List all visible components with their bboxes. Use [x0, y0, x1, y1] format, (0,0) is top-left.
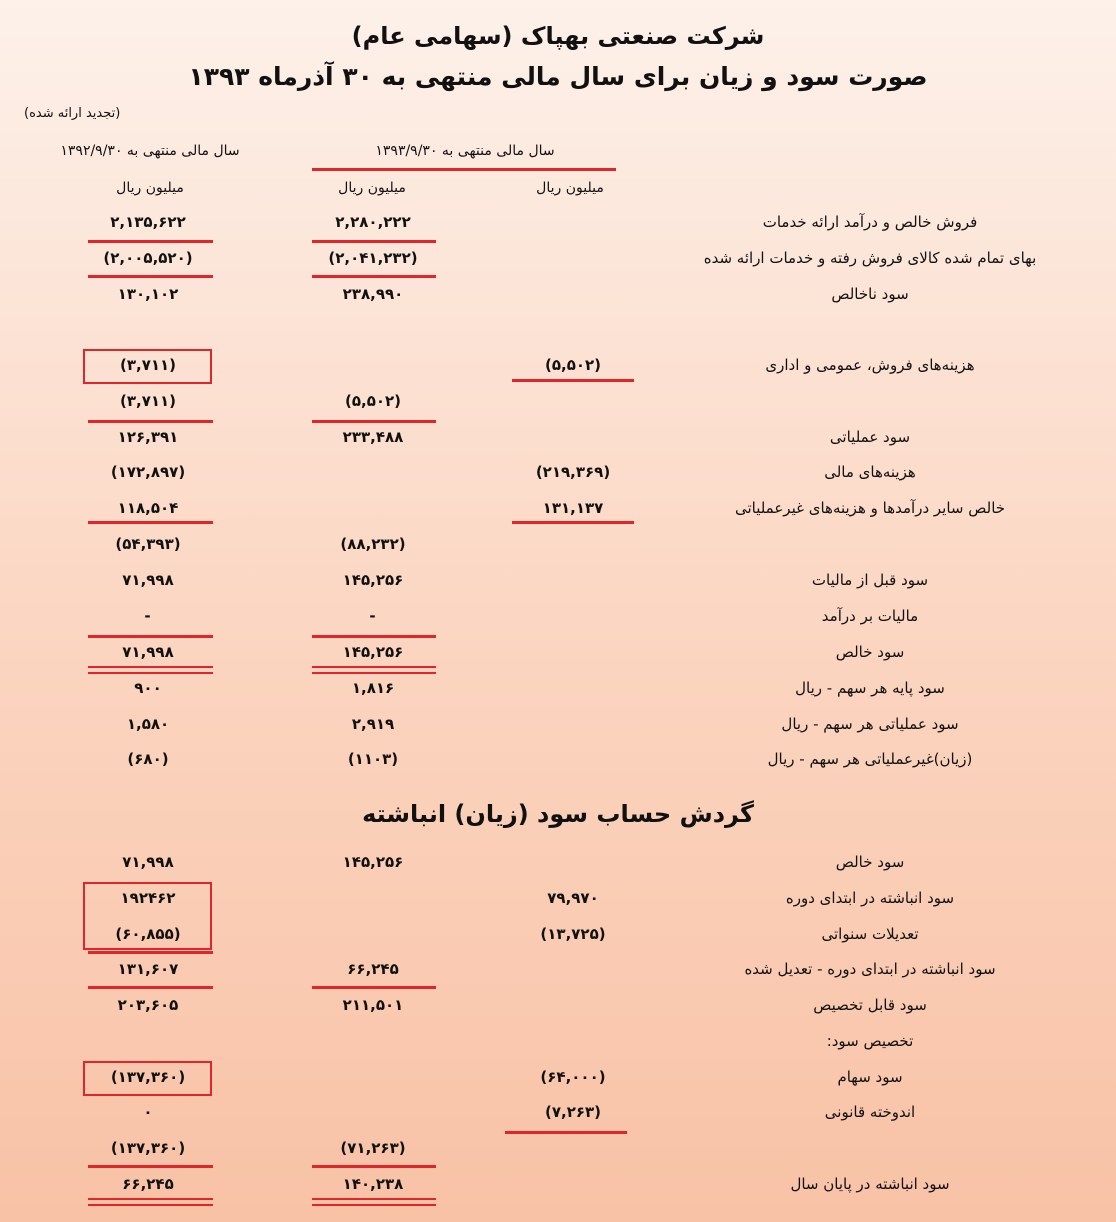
underline-rule [88, 986, 213, 989]
income-previous-value: ۱۱۸,۵۰۴ [117, 499, 179, 517]
highlight-box [83, 882, 212, 950]
retained-row-label: سود سهام [837, 1068, 903, 1086]
income-row-label: سود ناخالص [831, 285, 909, 303]
retained-row-label: اندوخته قانونی [824, 1103, 916, 1121]
underline-rule [88, 951, 213, 954]
income-row-label: سود عملیاتی [829, 428, 911, 446]
underline-rule [312, 240, 436, 243]
retained-current-value: ۱۴۵,۲۵۶ [342, 853, 404, 871]
underline-rule [505, 1131, 627, 1134]
retained-current-value: ۱۴۰,۲۳۸ [342, 1175, 404, 1193]
double-underline-rule [88, 672, 213, 674]
income-row-label: مالیات بر درآمد [821, 607, 919, 625]
retained-previous-value: ۶۶,۲۴۵ [122, 1175, 174, 1193]
income-row-label: سود پایه هر سهم - ریال [795, 679, 945, 697]
income-previous-value: (۱۷۲,۸۹۷) [110, 463, 186, 481]
income-row-label: هزینه‌های مالی [824, 463, 916, 481]
income-previous-value: ۱۲۶,۳۹۱ [117, 428, 179, 446]
statement-title: صورت سود و زیان برای سال مالی منتهی به ۳۰ آذرماه ۱۳۹۳ [188, 62, 928, 91]
underline-rule [312, 986, 436, 989]
retained-previous-value: ۲۰۳,۶۰۵ [117, 996, 179, 1014]
retained-current-value: ۲۱۱,۵۰۱ [342, 996, 404, 1014]
double-underline-rule [312, 1198, 436, 1200]
income-current-value: ۲,۹۱۹ [351, 715, 395, 733]
retained-detail-value: (۷,۲۶۳) [544, 1103, 602, 1121]
retained-row-label: سود خالص [835, 853, 905, 871]
restated-note: (تجدید ارائه شده) [24, 106, 121, 121]
retained-previous-value: ۱۹۲۴۶۲ [120, 889, 176, 907]
income-previous-value: ۷۱,۹۹۸ [122, 643, 174, 661]
retained-previous-value: ۱۳۱,۶۰۷ [117, 960, 179, 978]
retained-row-label: سود انباشته در ابتدای دوره [785, 889, 955, 907]
retained-previous-value: ۰ [143, 1103, 153, 1121]
underline-rule [88, 521, 213, 524]
income-row-label: (زیان)غیرعملیاتی هر سهم - ریال [767, 750, 973, 768]
income-previous-value: (۳,۷۱۱) [119, 356, 177, 374]
income-current-value: ۲۳۸,۹۹۰ [342, 285, 404, 303]
income-previous-value: ۹۰۰ [134, 679, 162, 697]
current-period-header: سال مالی منتهی به ۱۳۹۳/۹/۳۰ [375, 143, 555, 159]
underline-rule [88, 420, 213, 423]
income-detail-value: (۲۱۹,۳۶۹) [535, 463, 611, 481]
income-previous-value: (۳,۷۱۱) [119, 392, 177, 410]
double-underline-rule [312, 666, 436, 668]
underline-rule [88, 240, 213, 243]
unit-label-detail: میلیون ریال [536, 180, 604, 196]
income-previous-value: - [144, 607, 152, 625]
income-row-label: سود عملیاتی هر سهم - ریال [781, 715, 959, 733]
income-row-label: سود قبل از مالیات [811, 571, 929, 589]
income-current-value: ۲,۲۸۰,۲۲۲ [335, 213, 411, 231]
income-detail-value: ۱۳۱,۱۳۷ [542, 499, 604, 517]
income-current-value: ۱,۸۱۶ [351, 679, 395, 697]
retained-row-label: تعدیلات سنواتی [821, 925, 919, 943]
retained-previous-value: (۱۳۷,۳۶۰) [110, 1139, 186, 1157]
retained-previous-value: (۶۰,۸۵۵) [115, 925, 181, 943]
income-row-label: سود خالص [835, 643, 905, 661]
retained-previous-value: ۷۱,۹۹۸ [122, 853, 174, 871]
retained-detail-value: (۶۴,۰۰۰) [540, 1068, 606, 1086]
previous-period-header: سال مالی منتهی به ۱۳۹۲/۹/۳۰ [60, 143, 240, 159]
income-current-value: ۱۴۵,۲۵۶ [342, 643, 404, 661]
unit-label-previous: میلیون ریال [116, 180, 184, 196]
retained-detail-value: (۱۳,۷۲۵) [540, 925, 606, 943]
underline-rule [512, 379, 634, 382]
underline-rule [312, 420, 436, 423]
underline-rule [312, 1165, 436, 1168]
retained-row-label: سود انباشته در پایان سال [790, 1175, 950, 1193]
retained-earnings-title: گردش حساب سود (زیان) انباشته [362, 800, 754, 828]
retained-current-value: (۷۱,۲۶۳) [340, 1139, 406, 1157]
income-current-value: - [369, 607, 377, 625]
retained-row-label: سود قابل تخصیص [813, 996, 927, 1014]
income-previous-value: (۲,۰۰۵,۵۲۰) [103, 249, 193, 267]
income-previous-value: ۲,۱۳۵,۶۲۲ [110, 213, 186, 231]
income-row-label: فروش خالص و درآمد ارائه خدمات [762, 213, 978, 231]
income-current-value: (۵,۵۰۲) [344, 392, 402, 410]
unit-label-current: میلیون ریال [338, 180, 406, 196]
retained-current-value: ۶۶,۲۴۵ [347, 960, 399, 978]
double-underline-rule [88, 1198, 213, 1200]
underline-rule [88, 1165, 213, 1168]
company-title: شرکت صنعتی بهپاک (سهامی عام) [351, 22, 765, 50]
double-underline-rule [88, 1204, 213, 1206]
double-underline-rule [88, 666, 213, 668]
income-current-value: ۲۳۳,۴۸۸ [342, 428, 404, 446]
header-rule-current [312, 168, 616, 171]
income-current-value: (۱۱۰۳) [347, 750, 399, 768]
underline-rule [88, 275, 213, 278]
income-previous-value: ۷۱,۹۹۸ [122, 571, 174, 589]
income-current-value: (۲,۰۴۱,۲۳۲) [328, 249, 418, 267]
retained-detail-value: ۷۹,۹۷۰ [547, 889, 599, 907]
income-current-value: (۸۸,۲۳۲) [340, 535, 406, 553]
underline-rule [312, 275, 436, 278]
retained-row-label: تخصیص سود: [826, 1032, 914, 1050]
income-previous-value: ۱۳۰,۱۰۲ [117, 285, 179, 303]
income-previous-value: (۶۸۰) [127, 750, 169, 768]
underline-rule [512, 521, 634, 524]
income-row-label: خالص سایر درآمدها و هزینه‌های غیرعملیاتی [734, 499, 1006, 517]
income-row-label: هزینه‌های فروش، عمومی و اداری [765, 356, 975, 374]
underline-rule [312, 635, 436, 638]
double-underline-rule [312, 672, 436, 674]
retained-previous-value: (۱۳۷,۳۶۰) [110, 1068, 186, 1086]
income-previous-value: (۵۴,۳۹۳) [115, 535, 181, 553]
highlight-box [83, 349, 212, 384]
income-current-value: ۱۴۵,۲۵۶ [342, 571, 404, 589]
income-previous-value: ۱,۵۸۰ [126, 715, 170, 733]
double-underline-rule [312, 1204, 436, 1206]
income-row-label: بهای تمام شده کالای فروش رفته و خدمات ارائه شده [703, 249, 1037, 267]
retained-row-label: سود انباشته در ابتدای دوره - تعدیل شده [744, 960, 996, 978]
underline-rule [88, 635, 213, 638]
highlight-box [83, 1061, 212, 1096]
income-detail-value: (۵,۵۰۲) [544, 356, 602, 374]
